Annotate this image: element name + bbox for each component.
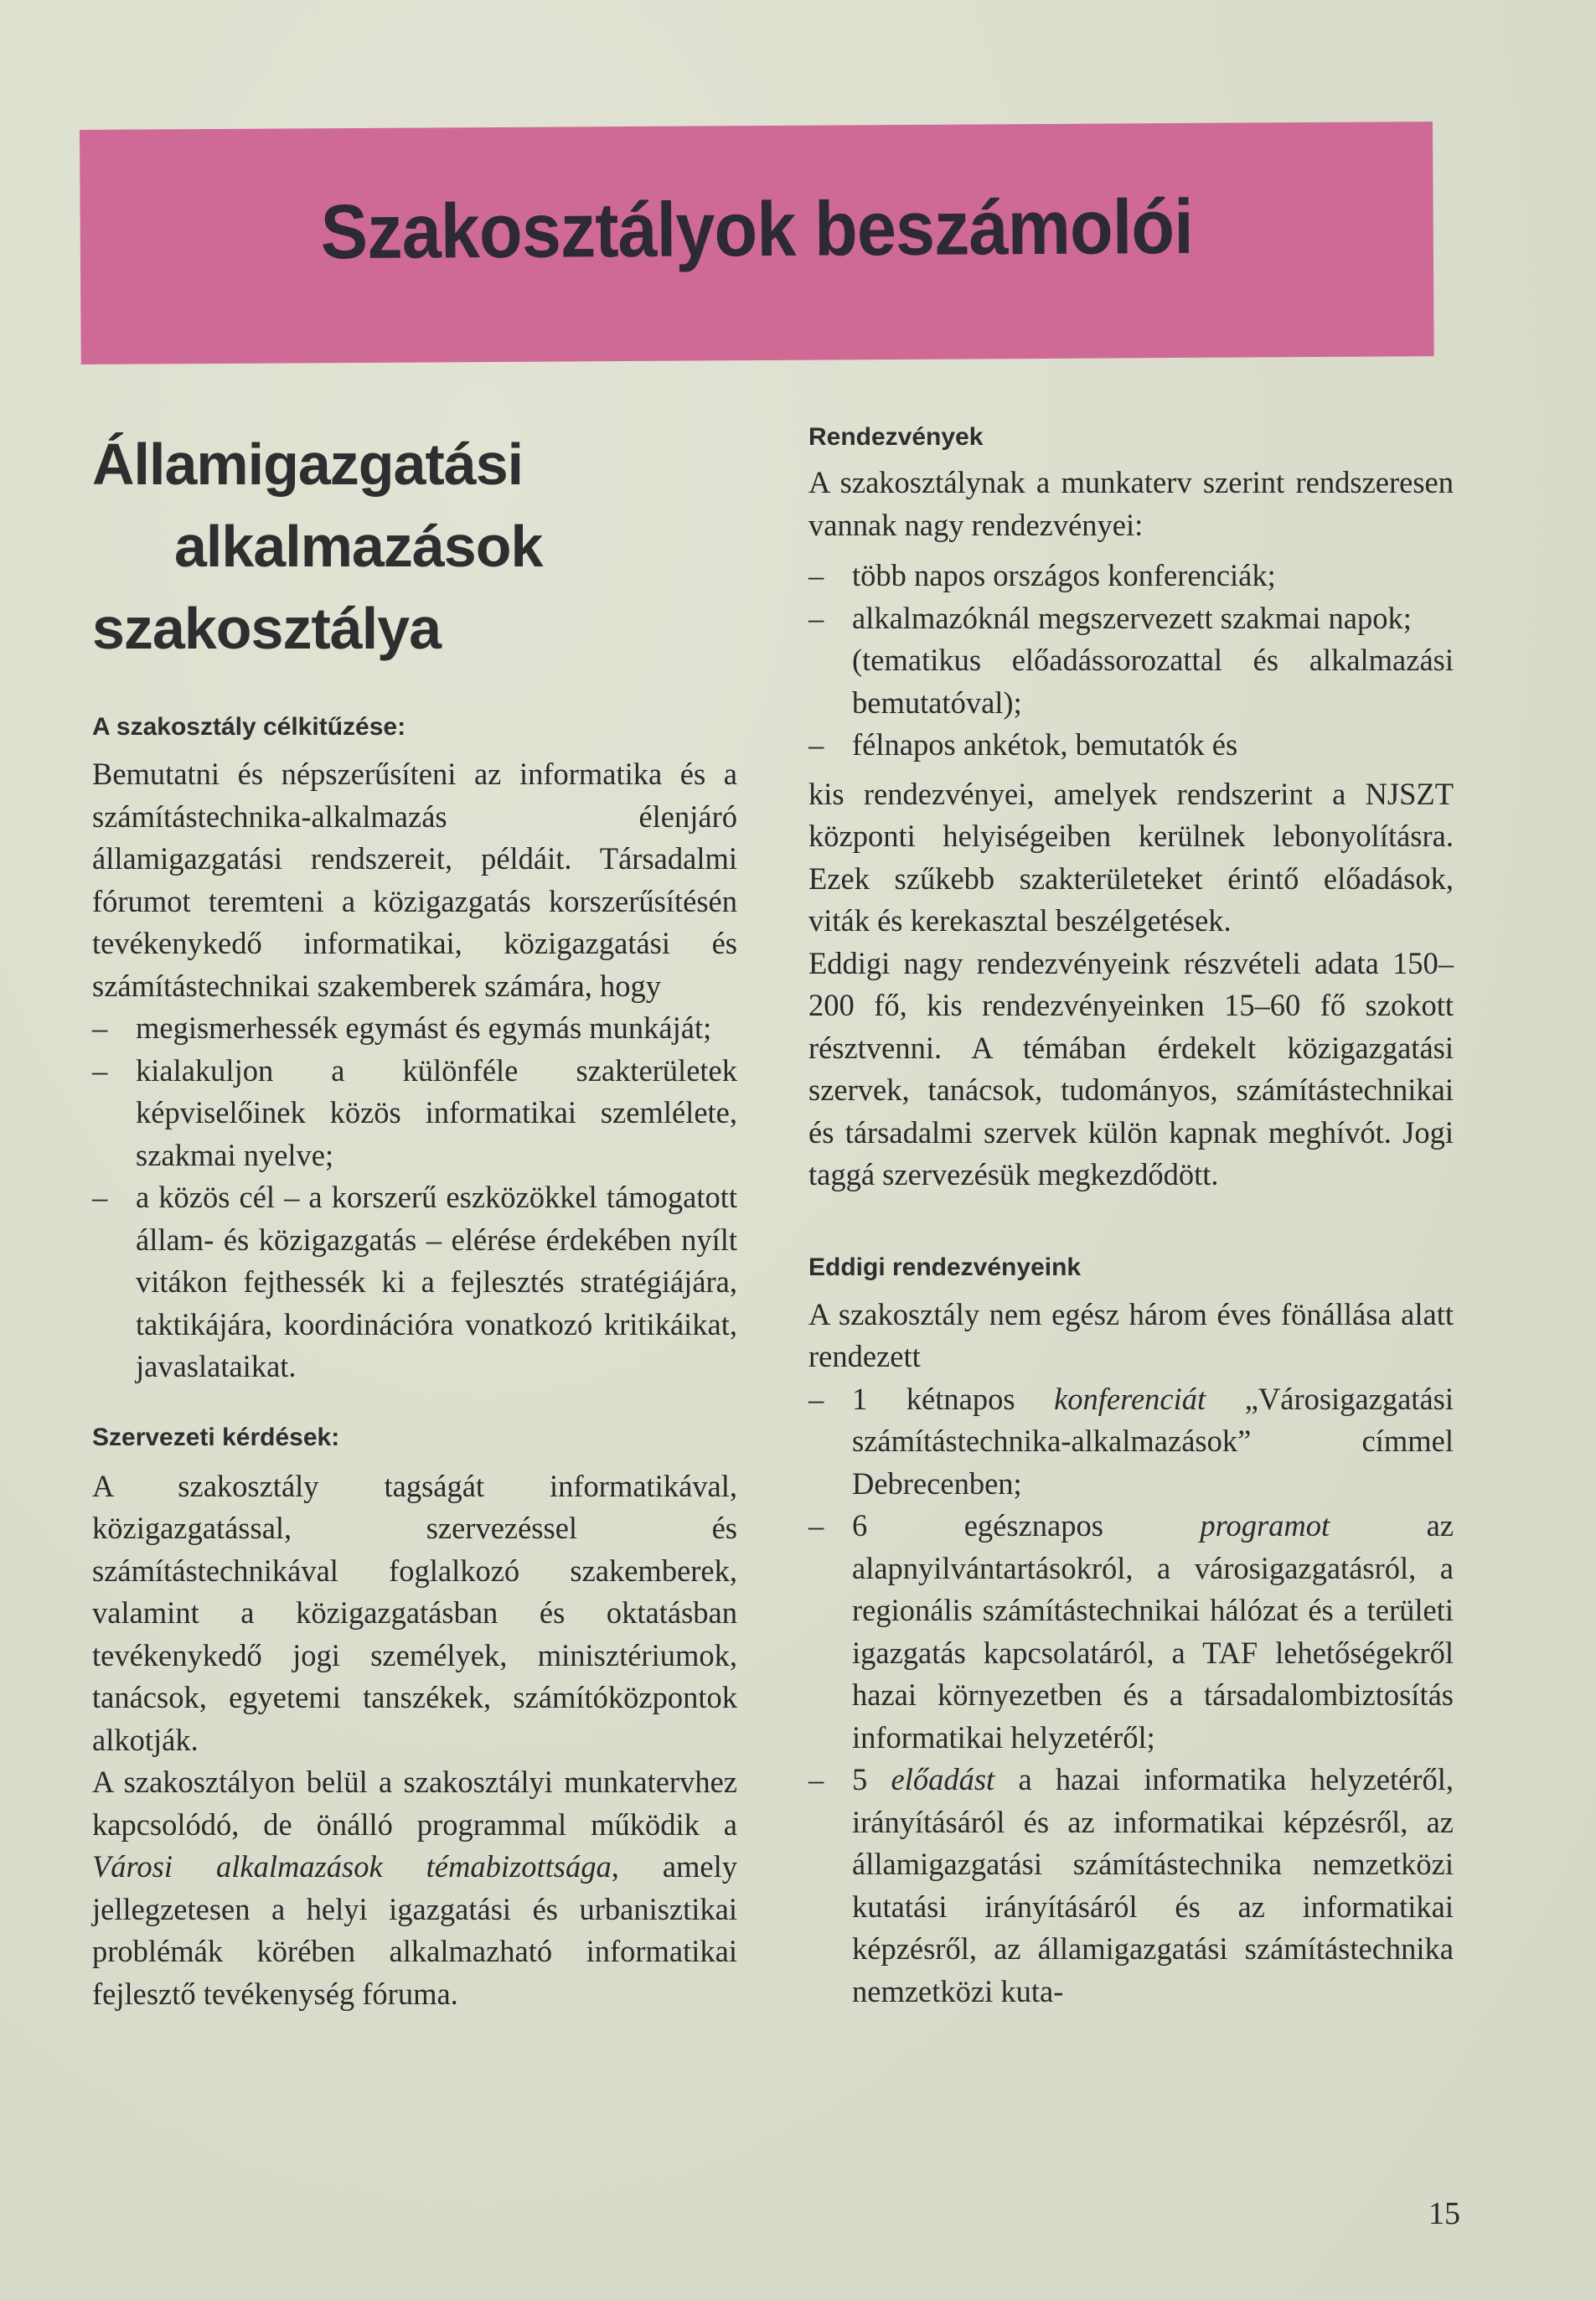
goals-list <box>92 1007 737 1388</box>
organization-para-1: A szakosztály tagságát informatikával, közigazgatással, szervezéssel és számítástechnikával foglalkozó szakemberek, valamint a közigazgatásban és oktatásban tevékenykedő jogi személyek, minisztériumok, tanácsok, egyetemi tanszékek, számítóközpontok alkotják. <box>92 1468 737 1757</box>
list-item <box>92 1176 737 1388</box>
list-item <box>808 724 1454 767</box>
page-number: 15 <box>1428 2196 1460 2231</box>
list-item-text: a közös cél – a korszerű eszközökkel támogatott állam- és közigazgatás – elérése érdekében nyílt vitákon fejthessék ki a fejlesztés stratégiájára, taktikájára, koordinációra vonatkozó kritikáikat, javaslataikat. <box>136 1180 737 1383</box>
list-item <box>808 639 1454 724</box>
title-line-1: Államigazgatási <box>92 432 524 497</box>
list-item-text: több napos országos konferenciák; <box>852 558 1276 592</box>
events-para-1: kis rendezvényei, amelyek rendszerint a NJSZT központi helyiségeiben kerülnek lebonyolításra. Ezek szűkebb szakterületeket érintő előadások, viták és kerekasztal beszélgetések. <box>808 776 1454 938</box>
italic-term: előadást <box>891 1762 995 1796</box>
events-list <box>808 555 1454 767</box>
text-run: 5 <box>852 1762 891 1796</box>
title-line-2: alkalmazások <box>174 514 543 579</box>
italic-term: konferenciát <box>1054 1381 1206 1416</box>
text-run: 1 kétnapos <box>852 1381 1055 1416</box>
list-item <box>92 1007 737 1050</box>
dash-bullet: – <box>808 600 824 635</box>
section-banner <box>80 121 1434 364</box>
events-para-2: Eddigi nagy rendezvényeink részvételi adata 150–200 fő, kis rendezvényeinken 15–60 fő szokott résztvenni. A témában érdekelt közigazgatási szervek, tanácsok, tudományos, számítástechnikai és társadalmi szervek külön kapnak meghívót. Jogi taggá szervezésük megkezdődött. <box>808 945 1454 1191</box>
right-column <box>808 423 1454 2013</box>
list-item-text: kialakuljon a különféle szakterületek képviselőinek közös informatikai szemlélete, szakmai nyelve; <box>136 1052 737 1172</box>
list-item <box>808 555 1454 597</box>
past-events-intro: A szakosztály nem egész három éves fönállása alatt rendezett <box>808 1296 1454 1373</box>
organization-para-2 <box>92 1761 737 2015</box>
text-run: az alapnyilvántartásokról, a városigazgatásról, a regionális számítástechnikai hálózat és a területi igazgatás kapcsolatáról, a TAF lehetőségekről hazai környezetben és a társadalombiztosítás informatikai helyzetéről; <box>852 1508 1454 1755</box>
section-heading-goals: A szakosztály célkitűzése: <box>92 713 406 741</box>
article-title <box>92 423 737 669</box>
goals-intro: Bemutatni és népszerűsíteni az informatika és a számítástechnika-alkalmazás élenjáró államigazgatási rendszereit, példáit. Társadalmi fórumot teremteni a közigazgatás korszerűsítésén tevékenykedő informatikai, közigazgatási és számítástechnikai szakemberek számára, hogy <box>92 757 737 1003</box>
title-line-3: szakosztálya <box>92 596 442 661</box>
past-events-list <box>808 1378 1454 2013</box>
text-run: a hazai informatika helyzetéről, irányításáról és az informatikai képzésről, az államigazgatási számítástechnika nemzetközi kutatási irányításáról és az informatikai képzésről, az államigazgatási számítástechnika nemzetközi kuta- <box>852 1762 1454 2008</box>
list-item <box>808 1759 1454 2013</box>
list-item <box>92 1050 737 1177</box>
events-intro: A szakosztálynak a munkaterv szerint rendszeresen vannak nagy rendezvényei: <box>808 465 1454 542</box>
text-run: 6 egésznapos <box>852 1508 1201 1543</box>
dash-bullet: – <box>808 1508 824 1543</box>
text-run: , amely jellegzetesen a helyi igazgatási és urbanisztikai problémák körében alkalmazható informatikai fejlesztő tevékenység fóruma. <box>92 1849 737 2011</box>
list-item <box>808 1505 1454 1759</box>
italic-committee-name: Városi alkalmazások témabizottsága <box>92 1849 612 1884</box>
dash-bullet: – <box>808 727 824 762</box>
list-item-text: félnapos ankétok, bemutatók és <box>852 727 1238 762</box>
section-heading-past-events: Eddigi rendezvényeink <box>808 1253 1082 1281</box>
banner-title: Szakosztályok beszámolói <box>320 183 1194 276</box>
dash-bullet: – <box>808 1381 824 1416</box>
dash-bullet: – <box>92 1180 108 1214</box>
list-item-text: alkalmazóknál megszervezett szakmai napok; <box>852 600 1412 635</box>
list-item <box>808 597 1454 640</box>
list-item <box>808 1378 1454 1506</box>
left-column <box>92 423 737 2015</box>
italic-term: programot <box>1200 1508 1330 1543</box>
dash-bullet: – <box>808 1762 824 1796</box>
list-item-text: (tematikus előadássorozattal és alkalmazási bemutatóval); <box>852 643 1454 720</box>
list-item-text: megismerhessék egymást és egymás munkáját; <box>136 1010 712 1045</box>
dash-bullet: – <box>92 1052 108 1088</box>
section-heading-events: Rendezvények <box>808 423 984 451</box>
dash-bullet: – <box>808 558 824 592</box>
text-run: A szakosztályon belül a szakosztályi munkatervhez kapcsolódó, de önálló programmal működik a <box>92 1765 737 1842</box>
text-run: „Városigazgatási számítástechnika-alkalmazások” címmel Debrecenben; <box>852 1381 1454 1501</box>
section-heading-organization: Szervezeti kérdések: <box>92 1423 340 1451</box>
dash-bullet: – <box>92 1010 108 1045</box>
